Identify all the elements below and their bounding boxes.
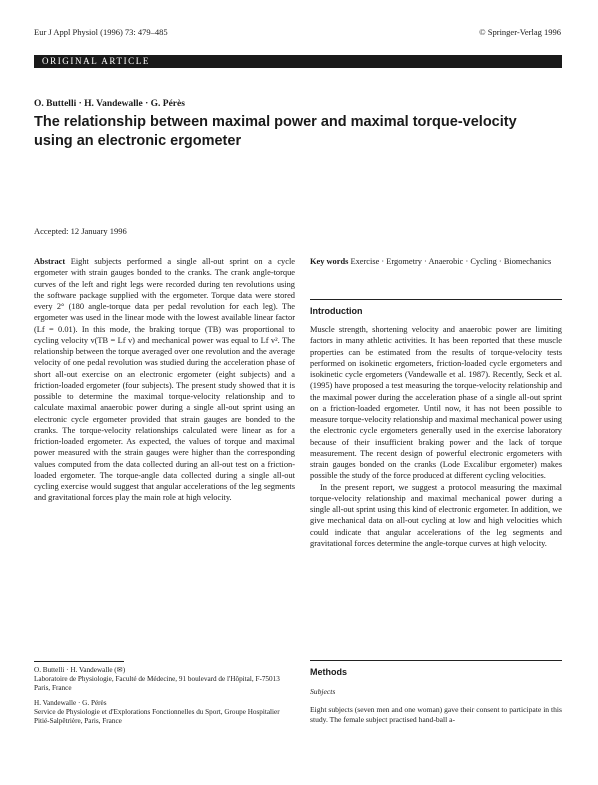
- affiliation-address: Service de Physiologie et d'Explorations Fonctionnelles du Sport, Groupe Hospitalier Pitié-Salpêtrière, Paris, France: [34, 707, 280, 726]
- introduction-paragraph: In the present report, we suggest a protocol measuring the maximal torque-velocity relationship and maximal mechanical power during a single all-out sprint using this kind of electronic ergometer. In addition, we give mechanical data on all-out cycling at low and high velocities which could indicate that angular accelerations of the leg segments and gravitational forces determine the angle-torque curves at high velocity.: [310, 482, 562, 548]
- footnote-divider: [34, 661, 124, 662]
- keywords-text: Exercise · Ergometry · Anaerobic · Cycling · Biomechanics: [350, 257, 552, 266]
- section-divider: [310, 660, 562, 661]
- abstract-label: Abstract: [34, 257, 66, 266]
- affiliation-names: H. Vandewalle · G. Pérès: [34, 698, 107, 707]
- methods-heading: Methods: [310, 667, 347, 677]
- affiliation: [34, 699, 295, 727]
- article-type-banner: [34, 55, 562, 68]
- correspondence-block: [34, 666, 295, 731]
- author-list: O. Buttelli · H. Vandewalle · G. Pérès: [34, 99, 185, 109]
- keywords: [310, 256, 562, 267]
- abstract-text: Eight subjects performed a single all-out sprint on a cycle ergometer with strain gauges bonded to the cranks. The crank angle-torque curves of the left and right legs were recorded during ten revolutions using the software package supplied with the ergometer. Torque data were stored every 2° (180 angle-torque data per pedal revolution for each leg). The ergometer was used in the linear mode with the lowest available linear factor (Lf = 0.01). In this mode, the braking torque (TB) was proportional to cycling velocity v(TB = Lf v) and mechanical power was equal to Lf v². The relationship between the torque averaged over one revolution and the average velocity of one pedal revolution was studied during the acceleration phase of short all-out exercise on an electronic ergometer (eight subjects) and a friction-loaded ergometer (four subjects). The present study showed that it is possible to determine the maximal torque-velocity relationship and to calculate maximal anaerobic power during a single all-out sprint using an electronic cycle ergometer provided that strain gauges are bonded to the cranks. The torque-velocity relationships calculated were linear as for a friction-loaded ergometer. As expected, the values of torque and maximal power measured with the strain gauges were higher than the corresponding values computed from the data collected during an all-out test on a friction-loaded ergometer. The torque-angle data collected during a single all-out cycling exercise would suggest that angular accelerations of the leg segments and gravitational forces play the main role at high velocity.: [34, 257, 295, 503]
- section-divider: [310, 299, 562, 300]
- copyright-notice: © Springer-Verlag 1996: [479, 27, 561, 37]
- correspondence-authors: [34, 666, 295, 694]
- introduction-body: [310, 324, 562, 549]
- article-title: The relationship between maximal power and maximal torque-velocity using an electronic ergometer: [34, 114, 517, 149]
- introduction-paragraph: Muscle strength, shortening velocity and anaerobic power are limiting factors in many athletic activities. It has been reported that these muscle properties can be estimated from the results of torque-velocity tests performed on isokinetic ergometers, friction-loaded cycle ergometers and isokinetic cycle ergometers (Vandewalle et al. 1987). Recently, Seck et al. (1995) have proposed a test measuring the torque-velocity relationship and the maximal power during the acceleration phase of a single all-out sprint on a friction-loaded ergometer. Until now, it has not been possible to measure torque-velocity relationship and maximal mechanical power using the electronic cycle ergometers generally used in the exercise laboratory because of their insufficient braking power and the lack of torque measurement. The recent design of powerful electronic ergometers with strain gauges bonded on the cranks (Lode Excalibur ergometer) makes possible the study of the force produced at different cycling velocities.: [310, 325, 562, 481]
- keywords-label: Key words: [310, 257, 349, 266]
- subjects-text: Eight subjects (seven men and one woman) gave their consent to participate in this study. The female subject practised hand-ball a-: [310, 705, 562, 724]
- subjects-subheading: Subjects: [310, 687, 336, 696]
- abstract: [34, 256, 295, 504]
- accepted-date: Accepted: 12 January 1996: [34, 226, 127, 236]
- introduction-heading: Introduction: [310, 306, 363, 316]
- journal-citation: Eur J Appl Physiol (1996) 73: 479–485: [34, 27, 168, 37]
- article-type-label: ORIGINAL ARTICLE: [42, 56, 150, 66]
- correspondence-names: O. Buttelli · H. Vandewalle (✉): [34, 666, 126, 674]
- correspondence-address: Laboratoire de Physiologie, Faculté de Médecine, 91 boulevard de l'Hôpital, F-75013 Paris, France: [34, 675, 280, 693]
